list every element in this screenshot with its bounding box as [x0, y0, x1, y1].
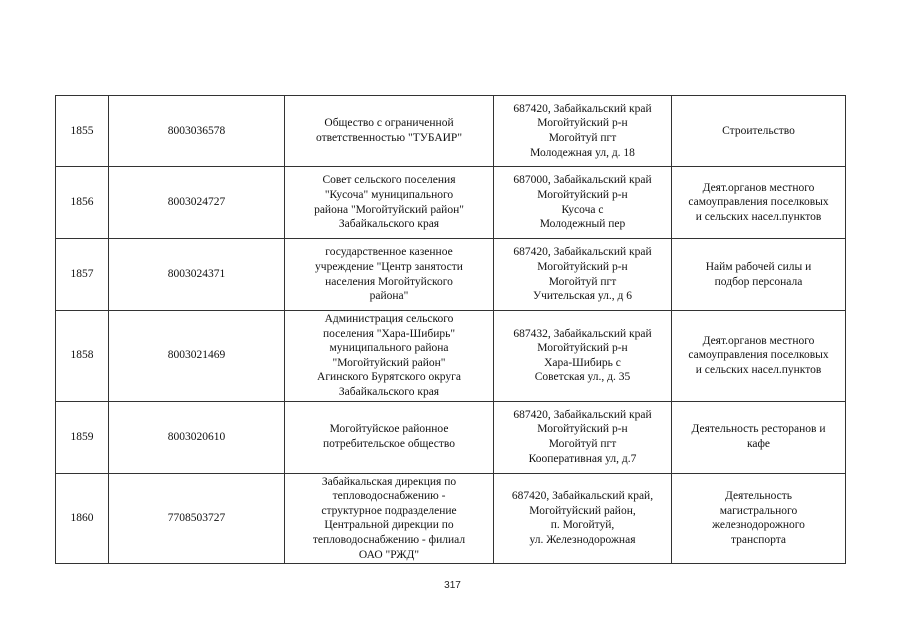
organization-name-cell — [285, 239, 494, 311]
organization-name-cell — [285, 96, 494, 167]
inn-cell: 8003036578 — [109, 96, 285, 167]
registry-table — [55, 95, 846, 564]
address-line: 687000, Забайкальский край — [513, 174, 652, 187]
table-row — [56, 96, 846, 167]
table-row — [56, 401, 846, 473]
name-line: тепловодоснабжению - — [332, 490, 446, 503]
activity-line: самоуправления поселковых — [688, 349, 829, 362]
address-line: Могойтуй пгт — [548, 132, 617, 144]
name-line: поселения "Хара-Шибирь" — [322, 327, 456, 340]
address-line: Могойтуйский р-н — [537, 117, 628, 130]
name-line: Общество с ограниченной — [324, 117, 454, 130]
name-line: "Могойтуйский район" — [332, 356, 446, 369]
address-line: Могойтуйский р-н — [537, 423, 628, 436]
address-line: Могойтуйский р-н — [537, 342, 628, 355]
name-line: ответственностью "ТУБАИР" — [315, 132, 463, 144]
organization-name-cell — [285, 167, 494, 239]
row-number-cell: 1858 — [56, 311, 109, 402]
activity-line: Деят.органов местного — [702, 181, 815, 194]
inn-cell: 7708503727 — [109, 473, 285, 564]
activity-line: Найм рабочей силы и — [705, 260, 812, 273]
address-line: 687432, Забайкальский край — [513, 327, 652, 340]
address-line: п. Могойтуй, — [550, 519, 615, 532]
address-line: Могойтуй пгт — [548, 438, 617, 451]
name-line: района" — [369, 290, 409, 303]
activity-line: железнодорожного — [712, 519, 805, 532]
address-line: Кусоча с — [561, 203, 604, 216]
address-line: Могойтуйский р-н — [537, 188, 628, 201]
inn-cell: 8003024727 — [109, 167, 285, 239]
activity-line: Деятельность ресторанов и — [691, 423, 826, 436]
name-line: муниципального района — [329, 342, 449, 355]
activity-line: и сельских насел.пунктов — [695, 210, 822, 223]
address-line: 687420, Забайкальский край — [513, 246, 652, 259]
name-line: структурное подразделение — [321, 504, 457, 517]
address-line: Хара-Шибирь с — [544, 356, 621, 369]
organization-name-cell — [285, 401, 494, 473]
address-cell — [494, 401, 672, 473]
name-line: государственное казенное — [325, 246, 453, 259]
row-number-cell: 1859 — [56, 401, 109, 473]
activity-line: транспорта — [730, 533, 787, 546]
name-line: тепловодоснабжению - филиал — [312, 533, 466, 546]
name-line: Администрация сельского — [324, 313, 454, 325]
inn-cell: 8003020610 — [109, 401, 285, 473]
activity-line: подбор персонала — [714, 275, 803, 288]
row-number-cell: 1860 — [56, 473, 109, 564]
activity-line: Строительство — [722, 124, 795, 137]
row-number-cell: 1856 — [56, 167, 109, 239]
table-row — [56, 167, 846, 239]
address-cell — [494, 473, 672, 564]
address-line: ул. Железнодорожная — [529, 533, 636, 546]
table-row — [56, 311, 846, 402]
activity-cell — [672, 311, 846, 402]
name-line: Центральной дирекции по — [324, 519, 454, 532]
organization-name-cell — [285, 311, 494, 402]
address-line: Учительская ул., д 6 — [532, 290, 633, 303]
table-row — [56, 239, 846, 311]
activity-line: и сельских насел.пунктов — [695, 364, 822, 377]
address-line: Кооперативная ул, д.7 — [528, 452, 637, 465]
activity-cell — [672, 167, 846, 239]
name-line: ОАО "РЖД" — [358, 548, 420, 561]
inn-cell: 8003024371 — [109, 239, 285, 311]
name-line: Могойтуйское районное — [329, 423, 449, 436]
name-line: "Кусоча" муниципального — [324, 188, 454, 201]
row-number-cell: 1855 — [56, 96, 109, 167]
name-line: Совет сельского поселения — [322, 174, 456, 187]
address-line: Могойтуй пгт — [548, 275, 617, 288]
inn-cell: 8003021469 — [109, 311, 285, 402]
activity-line: кафе — [746, 438, 771, 451]
organization-name-cell — [285, 473, 494, 564]
activity-cell — [672, 96, 846, 167]
registry-table-body — [56, 96, 846, 564]
address-line: 687420, Забайкальский край — [513, 408, 652, 421]
activity-line: магистрального — [719, 504, 798, 517]
name-line: Забайкальская дирекция по — [321, 475, 457, 488]
activity-line: Деят.органов местного — [702, 334, 815, 347]
activity-line: самоуправления поселковых — [688, 196, 829, 209]
page-number: 317 — [444, 580, 461, 591]
address-cell — [494, 239, 672, 311]
address-line: Могойтуйский р-н — [537, 260, 628, 273]
name-line: учреждение "Центр занятости — [315, 260, 463, 273]
address-line: 687420, Забайкальский край — [513, 102, 652, 115]
address-cell — [494, 311, 672, 402]
activity-cell — [672, 401, 846, 473]
name-line: района "Могойтуйский район" — [314, 203, 464, 216]
row-number-cell: 1857 — [56, 239, 109, 311]
name-line: населения Могойтуйского — [325, 275, 453, 288]
name-line: Агинского Бурятского округа — [317, 371, 461, 384]
name-line: Забайкальского края — [338, 218, 440, 231]
address-line: Могойтуйский район, — [529, 504, 636, 517]
address-line: Молодежный пер — [539, 218, 626, 231]
table-row — [56, 473, 846, 564]
name-line: потребительское общество — [323, 438, 455, 451]
address-line: Молодежная ул, д. 18 — [530, 146, 635, 159]
address-cell — [494, 167, 672, 239]
name-line: Забайкальского края — [338, 385, 440, 398]
address-line: Советская ул., д. 35 — [534, 371, 631, 384]
activity-cell — [672, 239, 846, 311]
address-line: 687420, Забайкальский край, — [511, 490, 654, 503]
address-cell — [494, 96, 672, 167]
activity-cell — [672, 473, 846, 564]
activity-line: Деятельность — [724, 490, 793, 503]
